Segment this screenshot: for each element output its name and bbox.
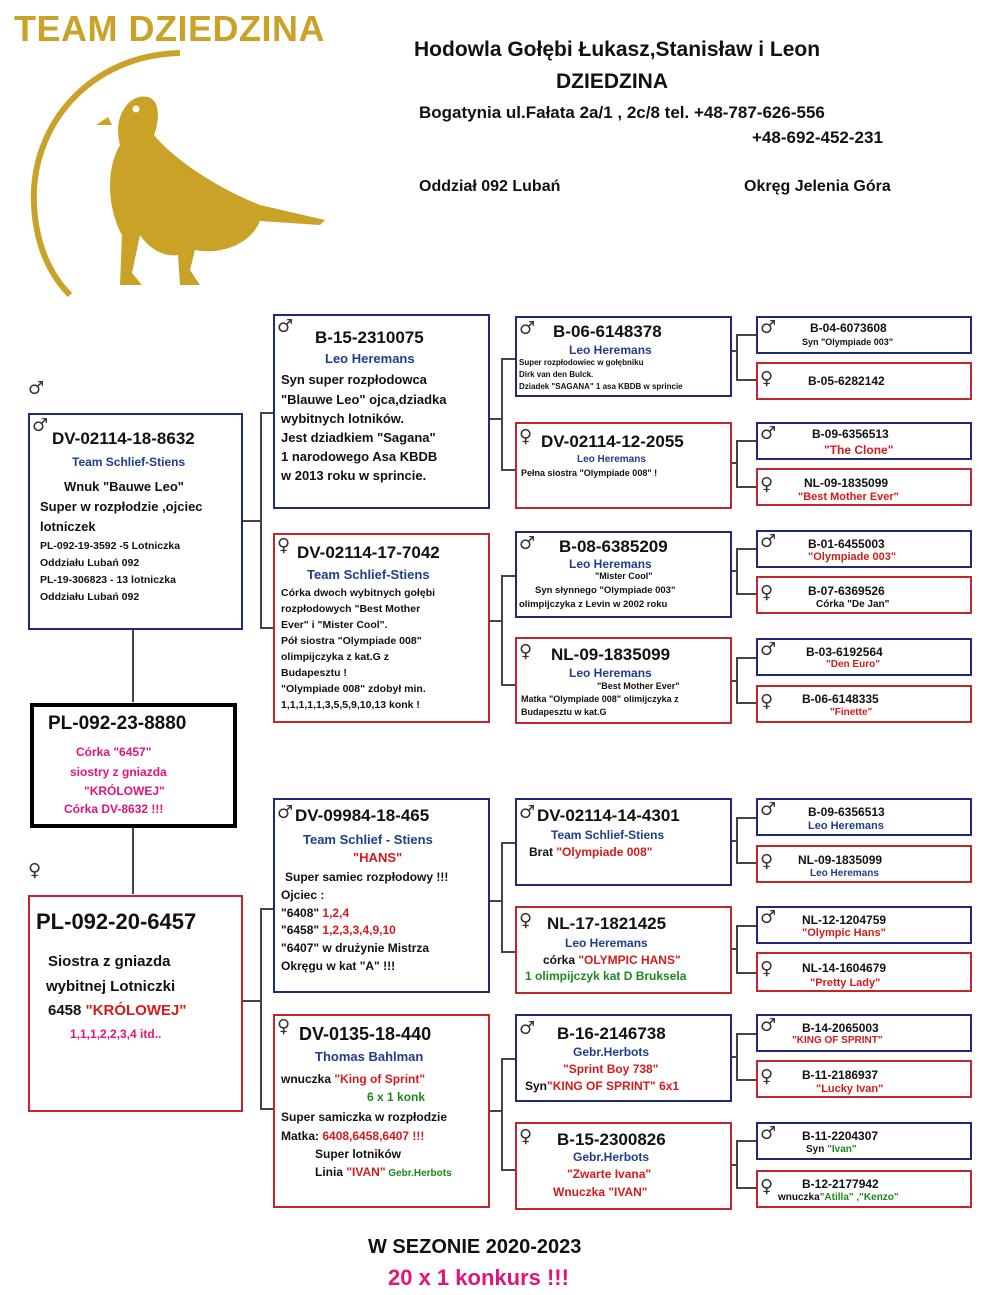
- connector: [501, 358, 515, 360]
- male-icon: ♂: [760, 799, 777, 820]
- g4-card: [756, 530, 972, 568]
- male-icon: ♂: [28, 378, 45, 399]
- sub: Leo Heremans: [810, 868, 879, 879]
- connector: [260, 412, 262, 628]
- pigeon-ref: "6408": [281, 906, 323, 920]
- ring: B-14-2065003: [802, 1021, 879, 1035]
- ring: NL-09-1835099: [798, 853, 883, 867]
- label: córka: [543, 953, 579, 967]
- male-icon: ♂: [277, 316, 294, 337]
- desc-line: Super lotników: [315, 1147, 402, 1161]
- connector: [736, 1187, 756, 1189]
- desc-line: Jest dziadkiem "Sagana": [281, 430, 436, 445]
- desc-line: Budapesztu !: [281, 667, 347, 679]
- desc-line: "Mister Cool": [595, 571, 653, 581]
- dam-line-name: "KRÓLOWEJ": [85, 1002, 187, 1019]
- ring: B-05-6282142: [808, 374, 885, 388]
- desc-line: "Olympiade 008" zdobył min.: [281, 683, 426, 695]
- female-icon: ♀: [760, 958, 774, 979]
- desc-line: Ever" i "Mister Cool".: [281, 619, 388, 631]
- g4-card: [756, 1170, 972, 1208]
- desc-line: Okręgu w kat "A" !!!: [281, 959, 396, 973]
- connector: [736, 817, 738, 863]
- pigeon-name: "OLYMPIC HANS": [578, 953, 681, 967]
- g4-card: [756, 362, 972, 400]
- connector: [736, 1033, 738, 1080]
- g3-card: [515, 1122, 732, 1210]
- label: wnuczka: [778, 1192, 820, 1203]
- address-phone: Bogatynia ul.Fałata 2a/1 , 2c/8 tel. +48-787-626-556: [419, 103, 825, 122]
- g3-card: [515, 531, 732, 618]
- g4-card: [756, 468, 972, 506]
- subject-line: "KRÓLOWEJ": [84, 784, 165, 798]
- label: Brat: [529, 845, 557, 859]
- desc-line: 1,1,1,1,1,3,5,5,9,10,13 konk !: [281, 699, 420, 711]
- connector: [501, 842, 515, 844]
- sire-dam-card: [273, 533, 490, 723]
- pigeon-name: "Atilla" ,"Kenzo": [819, 1192, 899, 1203]
- dam-sire-card: [273, 798, 490, 993]
- male-icon: ♂: [760, 1123, 777, 1144]
- connector: [260, 908, 262, 1108]
- pigeon-logo-icon: [20, 45, 340, 305]
- label: Matka:: [281, 1129, 323, 1143]
- connector: [736, 440, 756, 442]
- male-icon: ♂: [760, 639, 777, 660]
- ring: B-03-6192564: [806, 645, 883, 659]
- breeder: Leo Heremans: [577, 454, 646, 465]
- desc-line: 6 x 1 konk: [367, 1090, 426, 1104]
- ring: B-11-2204307: [802, 1129, 879, 1143]
- ring: DV-02114-17-7042: [297, 543, 440, 562]
- connector: [736, 548, 756, 550]
- connector: [736, 334, 738, 380]
- desc-line: olimpijczyka z kat.G z: [281, 651, 389, 663]
- female-icon: ♀: [760, 851, 774, 872]
- season-result: 20 x 1 konkurs !!!: [388, 1265, 569, 1290]
- desc-line: rozpłodowych "Best Mother: [281, 603, 421, 615]
- desc-line: Syn super rozpłodowca: [281, 372, 427, 387]
- desc-line: [281, 1072, 425, 1086]
- sub: "Olympic Hans": [802, 927, 886, 939]
- desc-line: Budapesztu w kat.G: [521, 707, 607, 717]
- ring: B-06-6148335: [802, 692, 879, 706]
- female-icon: ♀: [760, 582, 774, 603]
- desc-line: Super rozpłodowiec w gołębniku: [519, 358, 644, 367]
- desc-line: Córka dwoch wybitnych gołębi: [281, 587, 436, 599]
- ring: B-08-6385209: [559, 537, 668, 556]
- female-icon: ♀: [277, 535, 291, 556]
- g4-card: [756, 422, 972, 460]
- desc-line: Dziadek "SAGANA" 1 asa KBDB w sprincie: [519, 382, 683, 391]
- dam-line: [48, 1002, 186, 1019]
- desc-line: "6407" w drużynie Mistrza: [281, 941, 430, 955]
- connector: [736, 862, 756, 864]
- desc-line: Wnuczka "IVAN": [553, 1185, 648, 1199]
- team-logo-text: TEAM DZIEDZINA: [14, 8, 325, 49]
- g4-card: [756, 1122, 972, 1160]
- ring: B-15-2310075: [315, 328, 424, 347]
- male-icon: ♂: [760, 907, 777, 928]
- ring: NL-12-1204759: [802, 913, 887, 927]
- male-icon: ♂: [760, 1015, 777, 1036]
- desc-line: [281, 906, 349, 920]
- g4-card: [756, 906, 972, 944]
- sub: "Best Mother Ever": [798, 491, 899, 503]
- results: 1,2,4: [322, 906, 350, 920]
- connector: [736, 657, 756, 659]
- connector: [736, 379, 756, 381]
- ring: DV-02114-12-2055: [541, 432, 684, 451]
- connector: [736, 1140, 738, 1188]
- connector: [736, 925, 756, 927]
- dam-dam-card: [273, 1014, 490, 1208]
- connector: [501, 469, 515, 471]
- breeder: Team Schlief-Stiens: [307, 567, 430, 582]
- sub: "Finette": [830, 707, 873, 718]
- g4-card: [756, 952, 972, 992]
- ring: B-07-6369526: [808, 584, 885, 598]
- pigeon-name: "Olympiade 008": [556, 845, 653, 859]
- subject-line: Córka "6457": [76, 745, 152, 759]
- pigeon-name: "HANS": [353, 850, 403, 865]
- male-icon: ♂: [32, 415, 49, 436]
- connector: [736, 486, 756, 488]
- ring: NL-09-1835099: [551, 645, 671, 664]
- g3-card: [515, 637, 732, 724]
- sub: [806, 1144, 857, 1155]
- connector: [736, 925, 738, 973]
- g4-card: [756, 798, 972, 836]
- connector: [132, 630, 134, 702]
- sire-line: Oddziału Lubań 092: [40, 591, 140, 603]
- ring: DV-0135-18-440: [299, 1024, 432, 1044]
- ring: DV-02114-14-4301: [537, 806, 680, 825]
- connector: [736, 972, 756, 974]
- pigeon-name: "IVAN": [346, 1165, 386, 1179]
- desc-line: Syn słynnego "Olympiade 003": [535, 585, 676, 596]
- g4-card: [756, 638, 972, 676]
- ring: NL-09-1835099: [804, 476, 889, 490]
- desc-line: Super samiczka w rozpłodzie: [281, 1110, 448, 1124]
- male-icon: ♂: [760, 423, 777, 444]
- female-icon: ♀: [760, 1066, 774, 1087]
- ring: B-16-2146738: [557, 1024, 666, 1043]
- sub: "The Clone": [824, 443, 894, 457]
- dam-ring: PL-092-20-6457: [36, 909, 197, 934]
- sub: Córka "De Jan": [816, 599, 890, 610]
- subject-card: [30, 703, 237, 828]
- label: wnuczka: [281, 1072, 335, 1086]
- breeder: Thomas Bahlman: [315, 1049, 424, 1064]
- phone-2: +48-692-452-231: [752, 128, 883, 147]
- connector: [736, 1079, 756, 1081]
- sire-line: PL-092-19-3592 -5 Lotniczka: [40, 540, 181, 552]
- breeder: Gebr.Herbots: [385, 1168, 452, 1179]
- sire-breeder: Team Schlief-Stiens: [72, 455, 186, 469]
- g3-card: [515, 316, 732, 397]
- g3-card: [515, 798, 732, 886]
- breeder: Leo Heremans: [569, 666, 652, 680]
- ring: B-15-2300826: [557, 1130, 666, 1149]
- desc-line: "Zwarte Ivana": [567, 1167, 652, 1181]
- sub: "Olympiade 003": [808, 551, 897, 563]
- ring: B-06-6148378: [553, 322, 662, 341]
- ring: B-01-6455003: [808, 537, 885, 551]
- sub: Syn "Olympiade 003": [802, 337, 894, 347]
- sire-line: Wnuk "Bauwe Leo": [64, 479, 184, 494]
- female-icon: ♀: [28, 860, 42, 881]
- dam-line: Siostra z gniazda: [48, 953, 171, 970]
- desc-line: "Sprint Boy 738": [563, 1062, 659, 1076]
- pigeon-name: "King of Sprint": [334, 1072, 426, 1086]
- connector: [736, 1140, 756, 1142]
- pigeon-name: "KING OF SPRINT" 6x1: [547, 1079, 680, 1093]
- g3-card: [515, 422, 732, 509]
- label: Linia: [315, 1165, 347, 1179]
- ring: B-12-2177942: [802, 1177, 879, 1191]
- oddzial: Oddział 092 Lubań: [419, 178, 561, 195]
- male-icon: ♂: [277, 802, 294, 823]
- connector: [260, 627, 273, 629]
- ring: NL-17-1821425: [547, 914, 667, 933]
- female-icon: ♀: [760, 1176, 774, 1197]
- breeder: Gebr.Herbots: [573, 1150, 650, 1164]
- dam-line: wybitnej Lotniczki: [46, 978, 176, 995]
- desc-line: Dirk van den Bulck.: [519, 370, 594, 379]
- sub: "KING OF SPRINT": [792, 1035, 883, 1046]
- male-icon: ♂: [519, 318, 536, 339]
- sire-line: PL-19-306823 - 13 lotniczka: [40, 574, 176, 586]
- desc-line: [543, 953, 681, 967]
- ring: B-09-6356513: [812, 427, 889, 441]
- female-icon: ♀: [519, 1126, 533, 1147]
- ring: B-11-2186937: [802, 1068, 879, 1082]
- connector: [736, 657, 738, 703]
- g4-card: [756, 685, 972, 723]
- breeder-name: Hodowla Gołębi Łukasz,Stanisław i Leon: [414, 38, 821, 61]
- desc-line: Pół siostra "Olympiade 008": [281, 635, 422, 647]
- male-icon: ♂: [519, 1018, 536, 1039]
- desc-line: 1 olimpijczyk kat D Bruksela: [525, 969, 687, 983]
- dam-line: 1,1,1,2,2,3,4 itd..: [70, 1027, 162, 1041]
- breeder: Leo Heremans: [569, 343, 652, 357]
- g3-card: [515, 906, 732, 994]
- connector: [501, 358, 503, 470]
- okreg: Okręg Jelenia Góra: [744, 178, 891, 195]
- ring: NL-14-1604679: [802, 961, 887, 975]
- female-icon: ♀: [760, 368, 774, 389]
- female-icon: ♀: [760, 474, 774, 495]
- ring: DV-09984-18-465: [295, 806, 430, 825]
- subject-ring: PL-092-23-8880: [48, 713, 187, 734]
- desc-line: "Blauwe Leo" ojca,dziadka: [281, 392, 447, 407]
- sire-sire-card: [273, 314, 490, 509]
- desc-line: Super samiec rozpłodowy !!!: [285, 870, 449, 884]
- connector: [736, 440, 738, 487]
- g4-card: [756, 1060, 972, 1098]
- sub: "Pretty Lady": [810, 977, 881, 989]
- breeder: Team Schlief-Stiens: [551, 828, 665, 842]
- male-icon: ♂: [519, 533, 536, 554]
- connector: [501, 1058, 515, 1060]
- connector: [260, 1108, 273, 1110]
- desc-line: [281, 1129, 424, 1143]
- sire-line: Oddziału Lubań 092: [40, 557, 140, 569]
- sub: Leo Heremans: [808, 820, 884, 832]
- sub: "Lucky Ivan": [816, 1083, 884, 1095]
- connector: [736, 1033, 756, 1035]
- connector: [260, 412, 273, 414]
- desc-line: wybitnych lotników.: [281, 411, 405, 426]
- desc-line: w 2013 roku w sprincie.: [281, 468, 427, 483]
- dam-line-number: 6458: [48, 1002, 86, 1019]
- connector: [736, 702, 756, 704]
- female-icon: ♀: [277, 1016, 291, 1037]
- connector: [501, 951, 515, 953]
- breeder: Leo Heremans: [565, 936, 648, 950]
- desc-line: olimpijczyka z Levin w 2002 roku: [519, 599, 668, 610]
- connector: [736, 548, 738, 594]
- breeder: Gebr.Herbots: [573, 1045, 650, 1059]
- sub: "Den Euro": [826, 659, 880, 670]
- desc-line: 1 narodowego Asa KBDB: [281, 449, 438, 464]
- connector: [501, 842, 503, 952]
- desc-line: Matka "Olympiade 008" olimijczyka z: [521, 694, 679, 704]
- ring: B-04-6073608: [810, 321, 887, 335]
- g4-card: [756, 576, 972, 614]
- male-icon: ♂: [519, 802, 536, 823]
- label: Syn: [525, 1079, 548, 1093]
- desc-line: [525, 1079, 679, 1093]
- connector: [260, 908, 273, 910]
- connector: [501, 684, 515, 686]
- subject-line: Córka DV-8632 !!!: [64, 802, 164, 816]
- pigeon-name: "Ivan": [827, 1144, 857, 1155]
- connector: [736, 817, 756, 819]
- results: 1,2,3,3,4,9,10: [322, 923, 396, 937]
- connector: [501, 1058, 503, 1170]
- sire-ring: DV-02114-18-8632: [52, 429, 195, 448]
- sub: [778, 1192, 899, 1203]
- male-icon: ♂: [760, 317, 777, 338]
- sire-line: Super w rozpłodzie ,ojciec: [40, 499, 203, 514]
- connector: [501, 1169, 515, 1171]
- breeder: Team Schlief - Stiens: [303, 832, 433, 847]
- connector: [736, 334, 756, 336]
- connector: [243, 520, 261, 522]
- female-icon: ♀: [760, 691, 774, 712]
- sire-line: lotniczek: [40, 519, 96, 534]
- ring: B-09-6356513: [808, 805, 885, 819]
- g4-card: [756, 316, 972, 354]
- dam-card: [28, 895, 243, 1112]
- sire-card: [28, 413, 243, 630]
- desc-line: [315, 1165, 452, 1179]
- connector: [243, 1000, 261, 1002]
- connector: [132, 828, 134, 894]
- desc-line: Pełna siostra "Olympiade 008" !: [521, 468, 658, 478]
- female-icon: ♀: [519, 641, 533, 662]
- pigeon-ref: "6458": [281, 923, 323, 937]
- subject-line: siostry z gniazda: [70, 765, 167, 779]
- female-icon: ♀: [519, 426, 533, 447]
- label: Syn: [806, 1144, 828, 1155]
- desc-line: [281, 923, 396, 937]
- g4-card: [756, 1014, 972, 1052]
- connector: [501, 575, 503, 685]
- connector: [501, 575, 515, 577]
- connector: [736, 593, 756, 595]
- desc-line: "Best Mother Ever": [597, 681, 680, 691]
- female-icon: ♀: [519, 910, 533, 931]
- breeder: Leo Heremans: [325, 351, 415, 366]
- breeder: Leo Heremans: [569, 557, 652, 571]
- season-title: W SEZONIE 2020-2023: [368, 1236, 582, 1258]
- g3-card: [515, 1014, 732, 1102]
- desc-line: Ojciec :: [281, 888, 325, 902]
- offspring: 6408,6458,6407 !!!: [322, 1129, 425, 1143]
- g4-card: [756, 845, 972, 883]
- family-name: DZIEDZINA: [556, 70, 668, 93]
- male-icon: ♂: [760, 531, 777, 552]
- desc-line: [529, 845, 652, 859]
